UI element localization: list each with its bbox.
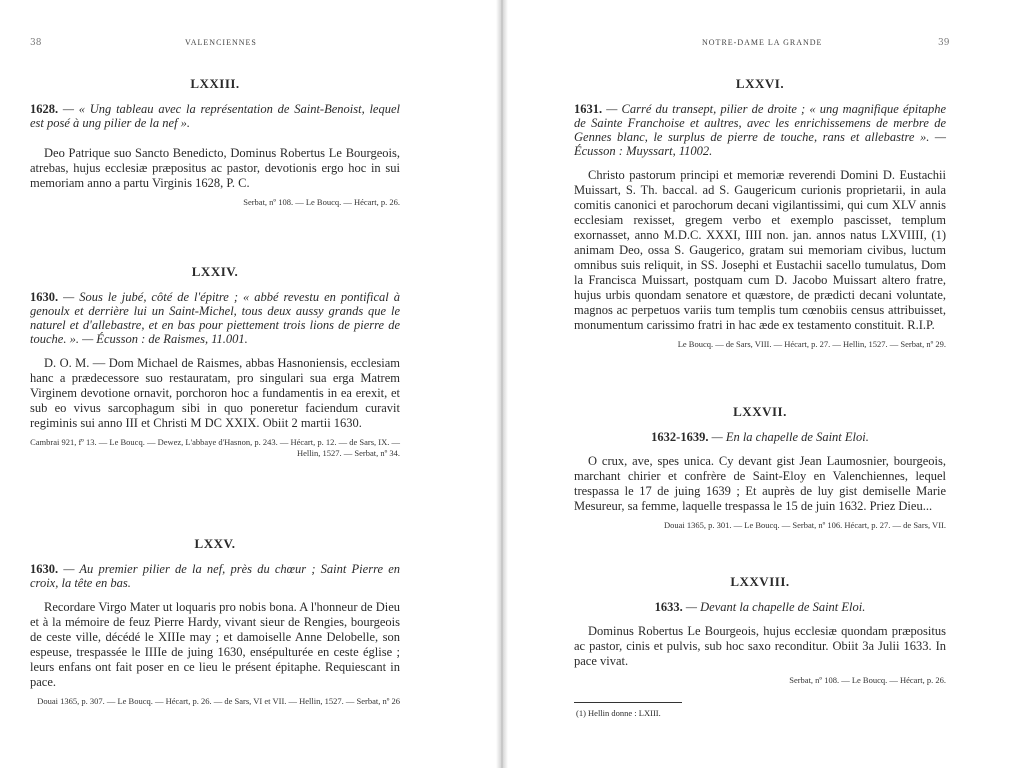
entry-references: Serbat, nº 108. — Le Boucq. — Hécart, p. 26. xyxy=(243,197,400,207)
footnote-rule xyxy=(574,702,682,703)
entry-number: LXXIV. xyxy=(191,264,239,279)
entry-number: LXXVI. xyxy=(735,76,785,91)
entry-header xyxy=(574,600,946,614)
entry-body: O crux, ave, spes unica. Cy devant gist Jean Laumosnier, bourgeois, marchant chirier et confrère de Saint-Eloy en Valenchiennes, lequel trespassa le 17 de juing 1639 ; Et auprès de luy gist demiselle Marie Mesureur, sa femme, laquelle trespassa le 15 de juin 1632. Priez Dieu... xyxy=(574,454,946,513)
entry-lxxiv xyxy=(30,264,400,459)
entry-year: 1630. xyxy=(30,562,59,576)
entry-lxxvii xyxy=(574,404,946,531)
entry-header xyxy=(30,102,400,130)
entry-year: 1631. xyxy=(574,102,603,116)
entry-references: Douai 1365, p. 307. — Le Boucq. — Hécart, p. 26. — de Sars, VI et VII. — Hellin, 1527. — Serbat, nº 26 xyxy=(37,696,400,706)
footnote: (1) Hellin donne : LXIII. xyxy=(576,708,661,718)
entry-header xyxy=(30,562,400,590)
right-running-head: NOTRE-DAME LA GRANDE xyxy=(702,38,823,47)
right-page-number: 39 xyxy=(938,38,950,48)
entry-lxxvi xyxy=(574,76,946,350)
entry-references: Le Boucq. — de Sars, VIII. — Hécart, p. 27. — Hellin, 1527. — Serbat, nº 29. xyxy=(677,339,946,349)
left-page-number: 38 xyxy=(30,38,42,48)
right-page xyxy=(506,0,1013,768)
entry-year: 1630. xyxy=(30,290,59,304)
entry-references: Douai 1365, p. 301. — Le Boucq. — Serbat, nº 106. Hécart, p. 27. — de Sars, VII. xyxy=(664,520,946,530)
entry-number: LXXVII. xyxy=(733,404,787,419)
entry-body: Christo pastorum principi et memoriæ reverendi Domini D. Eustachii Muissart, S. Th. baccal. ad S. Gaugericum curionis proprietarii, in aula comitis canonici et parochorum decani vigilantissimi, qui cum XLV annis ecclesiam rexisset, gregem verbo et exemplo pascisset, templum exornasset, anno M.D.C. XXXI, IIII non. jan. annos natus LXVIIII, (1) animam Deo, ossa S. Gaugerico, gratam sui memoriam civibus, luctum omnibus suis reliquit, in SS. Josephi et Eustachii sacello tumulatus, Dom la Francisca Muissart, postquam cum D. Jacobo Muissart altero fratre, hujus urbis quondam senatore et quæstore, de prædicti decani voluntate, magnos ac perpetuos variis tum templis tum cœnobiis census attribuisset, monumentum carissimo fratri in hac æde ex testamento constituit. R.I.P. xyxy=(574,168,946,332)
entry-number: LXXVIII. xyxy=(730,574,790,589)
entry-year: 1628. xyxy=(30,102,59,116)
entry-references: Cambrai 921, fº 13. — Le Boucq. — Dewez, L'abbaye d'Hasnon, p. 243. — Hécart, p. 12. — de Sars, IX. — Hellin, 1527. — Serbat, nº 34. xyxy=(30,437,400,458)
entry-number: LXXIII. xyxy=(190,76,240,91)
entry-lxxiii xyxy=(30,76,400,208)
entry-body: Recordare Virgo Mater ut loquaris pro nobis bona. A l'honneur de Dieu et à la mémoire de feuz Pierre Hardy, vivant sieur de Rengies, bourgeois de ceste ville, décédé le XIIIe may ; et damoiselle Anne Delobelle, son espeuse, trespassée le IIIIe de juing 1630, ensépulturée en ceste église ; leurs enfans ont fait poser en ce lieu le présent épitaphe. Requiescant in pace. xyxy=(30,600,400,689)
entry-body: Deo Patrique suo Sancto Benedicto, Dominus Robertus Le Bourgeois, atrebas, hujus ecclesiæ præpositus ac pastor, devotionis ergo hoc in sui memoriam anno a partu Virginis 1628, P. C. xyxy=(30,146,400,190)
entry-year: 1632-1639. xyxy=(651,430,709,444)
entry-header xyxy=(574,430,946,444)
entry-year: 1633. xyxy=(654,600,683,614)
entry-lxxv xyxy=(30,536,400,707)
entry-body: Dominus Robertus Le Bourgeois, hujus ecclesiæ quondam præpositus ac pastor, cinis et pulvis, sub hoc saxo reconditur. Obiit 3a Julii 1633. In pace vivat. xyxy=(574,624,946,668)
entry-header-text: — Carré du transept, pilier de droite ; « ung magnifique épitaphe de Sainte Franchoise et aultres, avec les enrichissemens de merbre de Gennes blanc, le surplus de pierre de touche, rans et allebastre ». — Écusson : Muyssart, 11002. xyxy=(574,102,946,158)
entry-body: D. O. M. — Dom Michael de Raismes, abbas Hasnoniensis, ecclesiam hanc a prædecessore suo restauratam, pro singulari sua erga Matrem Virginem devotione ornavit, porchoron hoc a fundamentis in ea erexit, et sub eo vivus sarcophagum sibi in quo poneretur faciendum curavit regiminis sui anno III et Christi M DC XXIX. Obiit 2 martii 1630. xyxy=(30,356,400,430)
entry-number: LXXV. xyxy=(194,536,236,551)
entry-lxxviii xyxy=(574,574,946,686)
entry-header-text: — Devant la chapelle de Saint Eloi. xyxy=(685,600,866,614)
entry-header xyxy=(574,102,946,158)
entry-references: Serbat, nº 108. — Le Boucq. — Hécart, p. 26. xyxy=(789,675,946,685)
entry-header-text: — Au premier pilier de la nef, près du chœur ; Saint Pierre en croix, la tête en bas. xyxy=(30,562,400,590)
entry-header-text: — « Ung tableau avec la représentation de Saint-Benoist, lequel est posé à ung pilier de la nef ». xyxy=(30,102,401,130)
entry-header-text: — En la chapelle de Saint Eloi. xyxy=(711,430,869,444)
entry-header xyxy=(30,290,400,346)
entry-header-text: — Sous le jubé, côté de l'épitre ; « abbé revestu en pontifical à genoulx et derrière lui un Saint-Michel, tous deux aussy grands que le naturel et d'allebastre, et en bas pour piettement trois lions de pierre de touche. ». — Écusson : de Raismes, 11.001. xyxy=(30,290,401,346)
left-page xyxy=(0,0,498,768)
left-running-head: VALENCIENNES xyxy=(185,38,257,47)
